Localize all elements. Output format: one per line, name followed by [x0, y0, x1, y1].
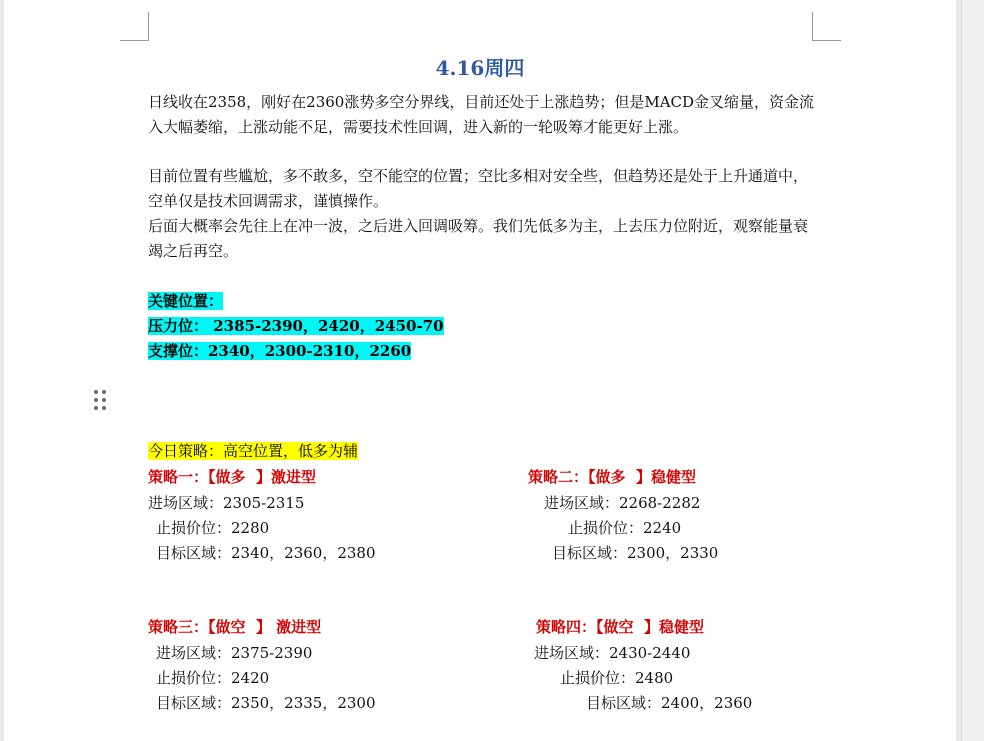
key-levels-heading: 关键位置：	[148, 292, 224, 310]
paragraph-1: 日线收在2358，刚好在2360涨势多空分界线，目前还处于上涨趋势；但是MACD金叉缩量，资金流入大幅萎缩，上涨动能不足，需要技术性回调，进入新的一轮吸筹才能更好上涨。	[148, 93, 815, 136]
strategy-3-stop: 止损价位：2420	[156, 669, 270, 687]
strategy-4-entry: 进场区域：2430-2440	[534, 644, 691, 662]
strategy-2-entry: 进场区域：2268-2282	[544, 494, 701, 512]
document-title: 4.16周四	[435, 56, 525, 80]
paragraph-3: 后面大概率会先往上在冲一波，之后进入回调吸筹。我们先低多为主，上去压力位附近，观察能量衰竭之后再空。	[148, 217, 809, 260]
strategy-intro: 今日策略：高空位置，低多为辅	[148, 442, 359, 460]
strategy-1-stop: 止损价位：2280	[156, 519, 270, 537]
resistance-levels: 压力位： 2385-2390，2420，2450-70	[148, 317, 444, 335]
strategy-2-target: 目标区域：2300，2330	[552, 544, 719, 562]
strategy-1-heading: 策略一：【做多 】激进型	[148, 468, 316, 486]
strategy-3-entry: 进场区域：2375-2390	[156, 644, 313, 662]
drag-handle-icon[interactable]	[94, 390, 108, 414]
vertical-scrollbar[interactable]	[961, 0, 984, 741]
strategy-1-target: 目标区域：2340，2360，2380	[156, 544, 376, 562]
strategy-1-entry: 进场区域：2305-2315	[148, 494, 305, 512]
support-levels: 支撑位：2340，2300-2310，2260	[148, 342, 412, 360]
strategy-3-heading: 策略三：【做空 】 激进型	[148, 618, 322, 636]
paragraph-2: 目前位置有些尴尬，多不敢多，空不能空的位置；空比多相对安全些，但趋势还是处于上升通道中，空单仅是技术回调需求，谨慎操作。	[148, 167, 809, 210]
strategy-4-target: 目标区域：2400，2360	[586, 694, 753, 712]
strategy-4-stop: 止损价位：2480	[560, 669, 674, 687]
strategy-3-target: 目标区域：2350，2335，2300	[156, 694, 376, 712]
strategy-2-heading: 策略二：【做多 】稳健型	[528, 468, 696, 486]
strategy-4-heading: 策略四：【做空 】稳健型	[536, 618, 704, 636]
strategy-2-stop: 止损价位：2240	[568, 519, 682, 537]
margin-corner-top-left	[120, 12, 149, 41]
margin-corner-top-right	[812, 12, 841, 41]
